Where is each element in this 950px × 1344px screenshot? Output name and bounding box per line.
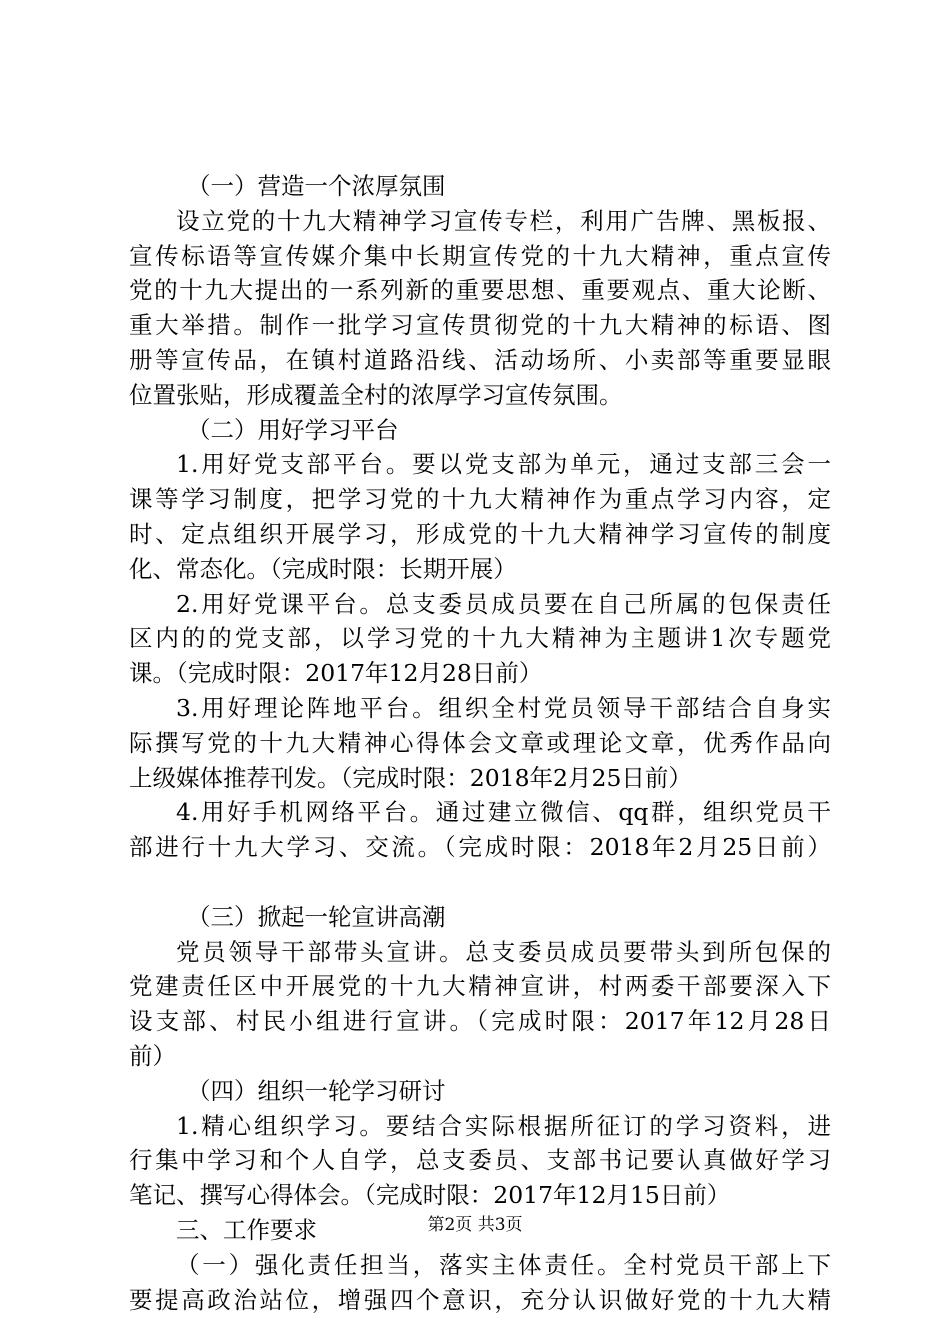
paragraph-line: （一）强化责任担当，落实主体责任。全村党员干部上下 [176,1250,831,1279]
paragraph-line: 课等学习制度，把学习党的十九大精神作为重点学习内容，定 [129,485,831,514]
paragraph-line: 时、定点组织开展学习，形成党的十九大精神学习宣传的制度 [129,519,831,548]
paragraph-line: 前） [129,1041,176,1070]
paragraph-line: 2.用好党课平台。总支委员成员要在自己所属的包保责任 [176,589,831,618]
paragraph-line: 设立党的十九大精神学习宣传专栏，利用广告牌、黑板报、 [176,206,831,235]
paragraph-line: 重大举措。制作一批学习宣传贯彻党的十九大精神的标语、图 [129,311,831,340]
paragraph-line: 笔记、撰写心得体会。（完成时限：2017年12月15日前） [129,1181,731,1210]
paragraph-line: 上级媒体推荐刊发。（完成时限：2018年2月25日前） [129,763,692,792]
chapter-heading: 三、工作要求 [176,1215,317,1244]
paragraph-line: 3.用好理论阵地平台。组织全村党员领导干部结合自身实 [176,693,831,722]
paragraph-line: 区内的的党支部，以学习党的十九大精神为主题讲1次专题党 [129,624,831,653]
paragraph-line: 册等宣传品，在镇村道路沿线、活动场所、小卖部等重要显眼 [129,345,831,374]
paragraph-line: 行集中学习和个人自学，总支委员、支部书记要认真做好学习 [129,1146,831,1175]
paragraph-line: 党的十九大提出的一系列新的重要思想、重要观点、重大论断、 [129,276,831,305]
section-heading-4: （四）组织一轮学习研讨 [187,1076,446,1105]
section-heading-2: （二）用好学习平台 [187,415,399,444]
section-heading-3: （三）掀起一轮宣讲高潮 [187,902,446,931]
document-body [129,169,831,1317]
paragraph-line: 课。（完成时限：2017年12月28日前） [129,659,543,688]
paragraph-line: 党建责任区中开展党的十九大精神宣讲，村两委干部要深入下 [129,972,831,1001]
paragraph-line: 际撰写党的十九大精神心得体会文章或理论文章，优秀作品向 [129,728,831,757]
page-number-footer: 第2页 共3页 [427,1215,523,1235]
paragraph-line: 4.用好手机网络平台。通过建立微信、qq群，组织党员干 [176,798,831,827]
paragraph-line: 要提高政治站位，增强四个意识，充分认识做好党的十九大精 [129,1285,831,1314]
paragraph-line: 1.精心组织学习。要结合实际根据所征订的学习资料，进 [176,1111,831,1140]
paragraph-line: 党员领导干部带头宣讲。总支委员成员要带头到所包保的 [176,937,831,966]
paragraph-line: 位置张贴，形成覆盖全村的浓厚学习宣传氛围。 [129,380,623,409]
section-heading-1: （一）营造一个浓厚氛围 [187,172,446,200]
paragraph-line: 1.用好党支部平台。要以党支部为单元，通过支部三会一 [176,450,831,479]
paragraph-line: 部进行十九大学习、交流。（完成时限：2018年2月25日前） [129,833,831,862]
paragraph-line: 宣传标语等宣传媒介集中长期宣传党的十九大精神，重点宣传 [129,241,831,270]
paragraph-line: 设支部、村民小组进行宣讲。（完成时限：2017年12月28日 [129,1007,831,1036]
paragraph-line: 化、常态化。（完成时限：长期开展） [129,554,517,583]
blank-line [129,865,831,900]
